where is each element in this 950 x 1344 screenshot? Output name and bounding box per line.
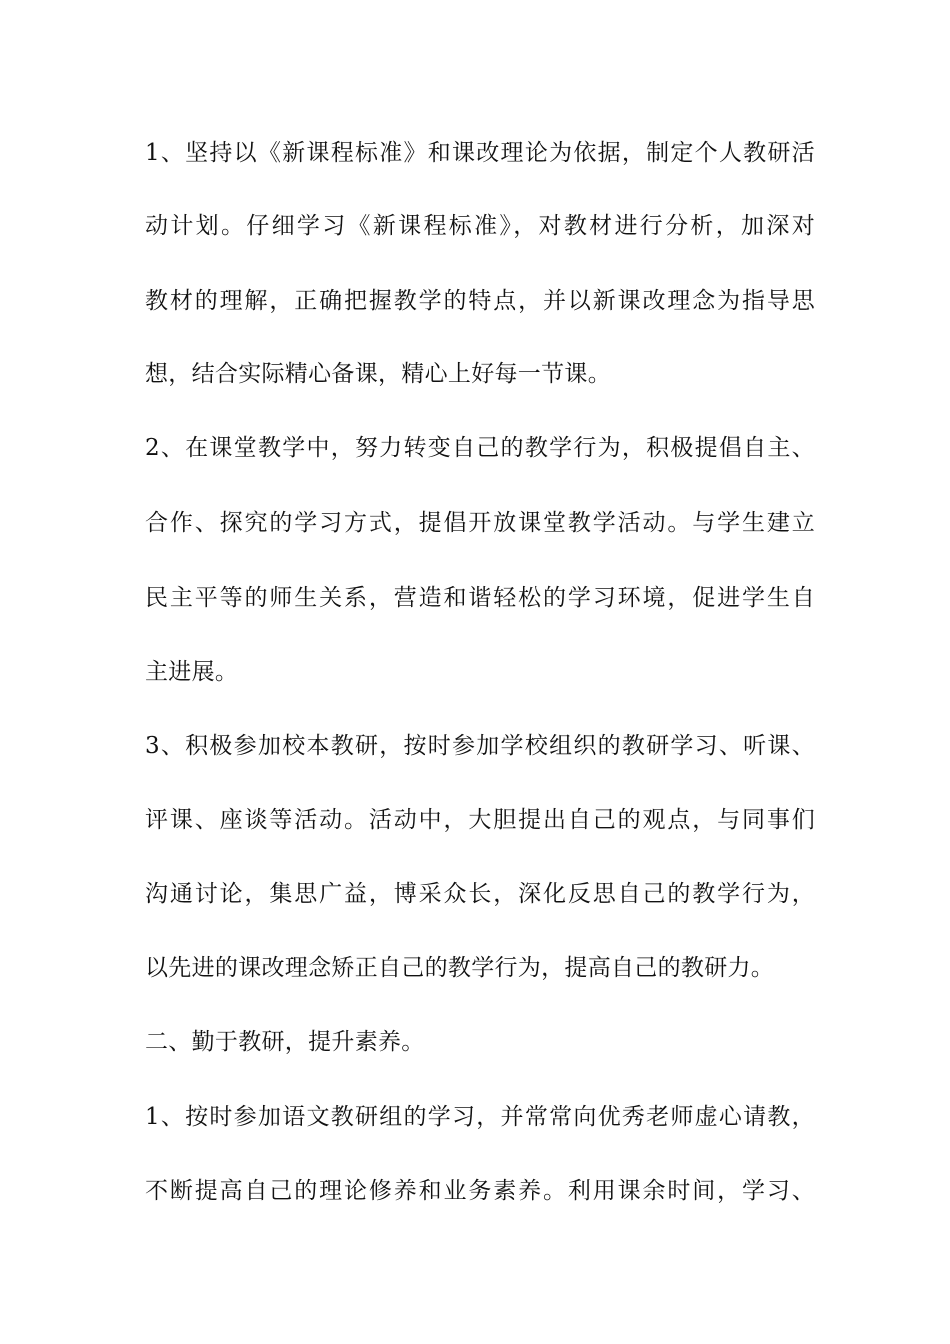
text-line: 不断提高自己的理论修养和业务素养。利用课余时间，学习、	[145, 1178, 815, 1204]
section-heading: 二、勤于教研，提升素养。	[145, 1029, 425, 1055]
text-line: 2、在课堂教学中，努力转变自己的教学行为，积极提倡自主、	[145, 435, 815, 461]
text-line: 1、坚持以《新课程标准》和课改理论为依据，制定个人教研活	[145, 140, 815, 166]
text-line: 3、积极参加校本教研，按时参加学校组织的教研学习、听课、	[145, 733, 815, 759]
text-line: 动计划。仔细学习《新课程标准》，对教材进行分析，加深对	[145, 213, 815, 239]
text-line: 合作、探究的学习方式，提倡开放课堂教学活动。与学生建立	[145, 510, 815, 536]
text-line: 主进展。	[145, 659, 239, 685]
text-line: 1、按时参加语文教研组的学习，并常常向优秀老师虚心请教，	[145, 1104, 815, 1130]
text-line: 教材的理解，正确把握教学的特点，并以新课改理念为指导思	[145, 288, 815, 314]
text-line: 以先进的课改理念矫正自己的教学行为，提高自己的教研力。	[145, 955, 775, 981]
text-line: 想，结合实际精心备课，精心上好每一节课。	[145, 361, 611, 387]
text-line: 民主平等的师生关系，营造和谐轻松的学习环境，促进学生自	[145, 585, 815, 611]
text-line: 评课、座谈等活动。活动中，大胆提出自己的观点，与同事们	[145, 807, 815, 833]
text-line: 沟通讨论，集思广益，博采众长，深化反思自己的教学行为，	[145, 881, 815, 907]
